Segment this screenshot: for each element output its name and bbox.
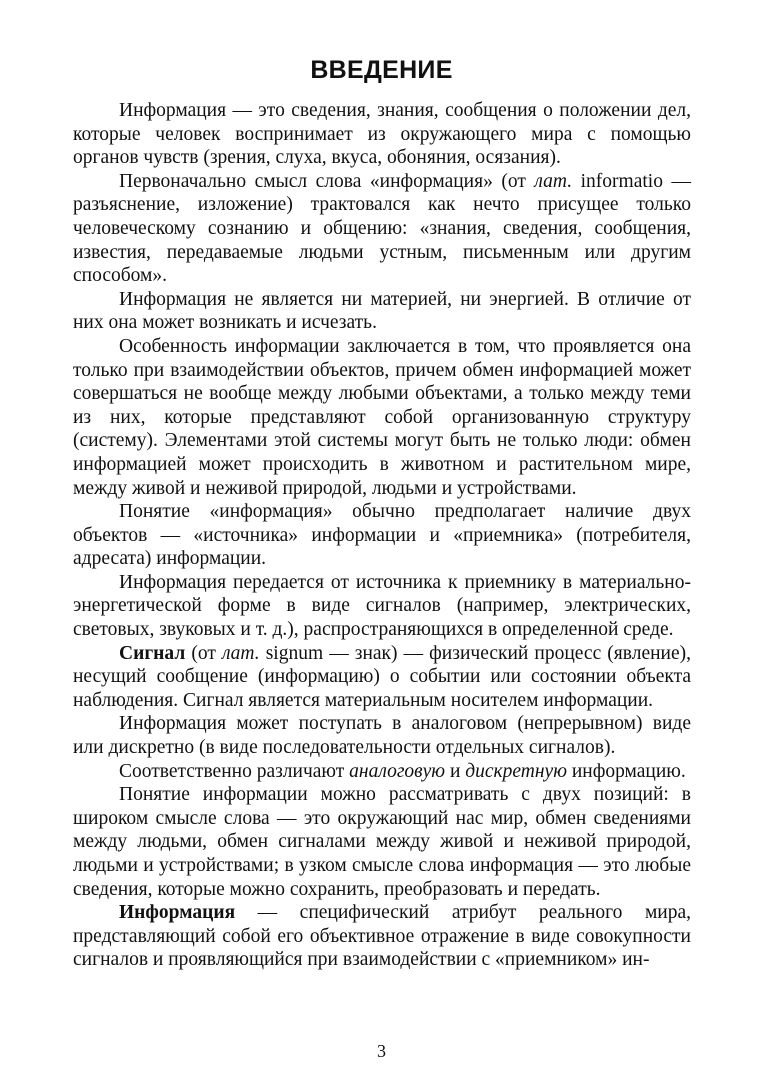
paragraph [73,99,691,170]
paragraph [73,335,691,500]
italic-term: аналоговую [349,760,446,782]
text-run: Информация может поступать в аналоговом (непрерывном) виде или дискретно (в виде последовательности отдельных сигналов). [73,713,691,759]
paragraph [73,288,691,335]
text-run: Соответственно различают [119,760,350,782]
text-run: Информация передается от источника к приемнику в материально-энергетической форме в виде сигналов (например, электрических, световых, звуковых и т. д.), распространяющихся в определенной среде. [73,571,691,641]
text-run: Первоначально смысл слова «информация» (от [119,170,535,192]
text-run: Понятие информации можно рассматривать с двух позиций: в широком смысле слова — это окружающий нас мир, обмен сведениями между людьми, обмен сигналами между живой и неживой природой, людьми и устройствами; в узком смысле слова информация — это любые сведения, которые можно сохранить, преобразовать и передать. [73,784,691,900]
text-run: и [445,760,466,782]
text-run: informatio — разъяснение, изложение) трактовался как нечто присущее только человеческому сознанию и общению: «знания, сведения, сообщения, известия, передаваемые людьми устным, письменным или другим способом». [73,170,691,287]
text-run: Особенность информации заключается в том, что проявляется она только при взаимодействии объектов, причем обмен информацией может совершаться не вообще между любыми объектами, а только между теми из них, которые представляют собой организованную структуру (систему). Элементами этой системы могут быть не только люди: обмен информацией может происходить в животном и растительном мире, между живой и неживой природой, людьми и устройствами. [73,335,691,499]
paragraph [73,642,691,713]
bold-term: Сигнал [119,642,186,664]
text-run: signum — знак) — физический процесс (явление), несущий сообщение (информацию) о событии или состоянии объекта наблюдения. Сигнал является материальным носителем информации. [73,642,691,711]
italic-term: лат. [221,642,260,664]
paragraph [73,760,691,784]
paragraph [73,500,691,571]
bold-term: Информация [119,902,236,924]
paragraph [73,712,691,759]
paragraph [73,901,691,972]
text-run: Понятие «информация» обычно предполагает наличие двух объектов — «источника» информации и «приемника» (потребителя, адресата) информации. [73,501,691,570]
page-title: ВВЕДЕНИЕ [310,56,453,84]
page-number: 3 [377,1041,386,1061]
text-run: Информация — это сведения, знания, сообщения о положении дел, которые человек воспринимает из окружающего мира с помощью органов чувств (зрения, слуха, вкуса, обоняния, осязания). [73,100,691,169]
text-run: — специфический атрибут реального мира, представляющий собой его объективное отражение в виде совокупности сигналов и проявляющийся при взаимодействии с «приемником» ин- [73,902,691,971]
paragraph [73,170,691,288]
italic-term: дискретную [465,760,567,782]
text-run: Информация не является ни материей, ни энергией. В отличие от них она может возникать и исчезать. [73,288,691,334]
italic-term: лат. [534,170,573,192]
paragraph [73,571,691,642]
text-run: информацию. [566,760,686,782]
text-run: (от [185,642,222,664]
paragraph [73,783,691,901]
body-text [73,99,691,972]
